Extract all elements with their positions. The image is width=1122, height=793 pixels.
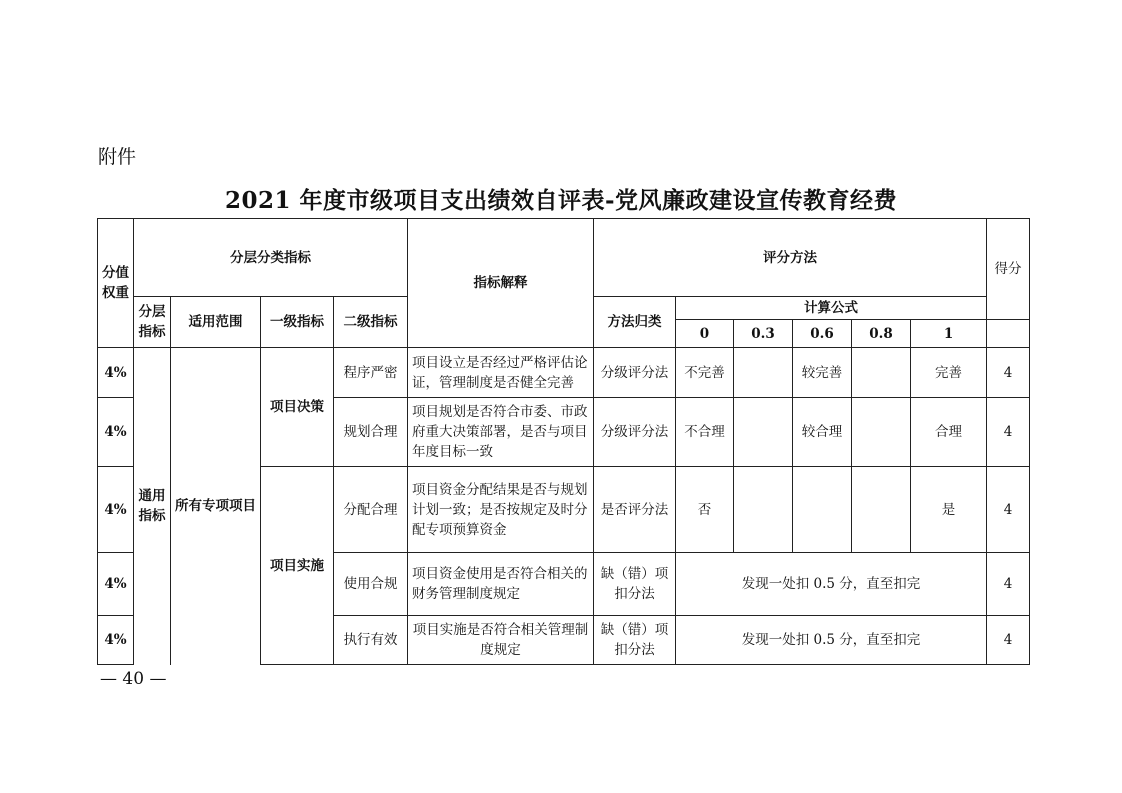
- grade-03-header: 0.3: [734, 320, 793, 348]
- method-type-header: 方法归类: [594, 297, 676, 348]
- grade-08-cell: [852, 398, 911, 467]
- score-cell: 4: [987, 398, 1030, 467]
- grade-0-header: 0: [676, 320, 734, 348]
- level2-cell: 使用合规: [334, 553, 408, 616]
- scope-header: 适用范围: [171, 297, 261, 348]
- scope-cell: 所有专项项目: [171, 348, 261, 665]
- level2-cell: 分配合理: [334, 467, 408, 553]
- weight-cell: 4%: [98, 616, 134, 665]
- weight-header: 分值权重: [98, 219, 134, 348]
- method-cell: 分级评分法: [594, 398, 676, 467]
- formula-cell: 发现一处扣 0.5 分，直至扣完: [676, 616, 987, 665]
- explanation-cell: 项目资金使用是否符合相关的财务管理制度规定: [408, 553, 594, 616]
- score-cell: 4: [987, 467, 1030, 553]
- method-cell: 是否评分法: [594, 467, 676, 553]
- level1-cell-implementation: 项目实施: [261, 467, 334, 665]
- grade-06-cell: [793, 467, 852, 553]
- scoring-method-header: 评分方法: [594, 219, 987, 297]
- grade-08-cell: [852, 348, 911, 398]
- score-cell: 4: [987, 553, 1030, 616]
- grade-03-cell: [734, 467, 793, 553]
- attachment-label: 附件: [98, 146, 137, 168]
- grade-06-cell: 较合理: [793, 398, 852, 467]
- method-cell: 分级评分法: [594, 348, 676, 398]
- grade-0-cell: 不合理: [676, 398, 734, 467]
- level2-cell: 执行有效: [334, 616, 408, 665]
- level2-header: 二级指标: [334, 297, 408, 348]
- page-number: — 40 —: [100, 669, 167, 689]
- explanation-cell: 项目资金分配结果是否与规划计划一致；是否按规定及时分配专项预算资金: [408, 467, 594, 553]
- level1-cell-decision: 项目决策: [261, 348, 334, 467]
- weight-cell: 4%: [98, 553, 134, 616]
- method-cell: 缺（错）项扣分法: [594, 553, 676, 616]
- level2-cell: 规划合理: [334, 398, 408, 467]
- explanation-cell: 项目规划是否符合市委、市政府重大决策部署，是否与项目年度目标一致: [408, 398, 594, 467]
- level2-cell: 程序严密: [334, 348, 408, 398]
- grade-08-cell: [852, 467, 911, 553]
- weight-cell: 4%: [98, 398, 134, 467]
- explanation-header: 指标解释: [408, 219, 594, 348]
- method-cell: 缺（错）项扣分法: [594, 616, 676, 665]
- level1-header: 一级指标: [261, 297, 334, 348]
- formula-cell: 发现一处扣 0.5 分，直至扣完: [676, 553, 987, 616]
- layer-header: 分层指标: [134, 297, 171, 348]
- explanation-cell: 项目设立是否经过严格评估论证，管理制度是否健全完善: [408, 348, 594, 398]
- explanation-cell: 项目实施是否符合相关管理制度规定: [408, 616, 594, 665]
- grade-0-cell: 不完善: [676, 348, 734, 398]
- evaluation-table: [97, 218, 1030, 665]
- grade-03-cell: [734, 348, 793, 398]
- grade-0-cell: 否: [676, 467, 734, 553]
- formula-header: 计算公式: [676, 297, 987, 320]
- weight-cell: 4%: [98, 348, 134, 398]
- score-cell: 4: [987, 348, 1030, 398]
- grade-1-header: 1: [911, 320, 987, 348]
- grade-1-cell: 合理: [911, 398, 987, 467]
- weight-cell: 4%: [98, 467, 134, 553]
- table-row: [98, 348, 1030, 398]
- grade-08-header: 0.8: [852, 320, 911, 348]
- layer-indicator-header: 分层分类指标: [134, 219, 408, 297]
- grade-1-cell: 是: [911, 467, 987, 553]
- header-row-1: [98, 219, 1030, 297]
- page-title: 2021 年度市级项目支出绩效自评表-党风廉政建设宣传教育经费: [224, 187, 898, 214]
- grade-03-cell: [734, 398, 793, 467]
- grade-06-header: 0.6: [793, 320, 852, 348]
- grade-1-cell: 完善: [911, 348, 987, 398]
- score-header: 得分: [987, 219, 1030, 320]
- score-subheader: [987, 320, 1030, 348]
- score-cell: 4: [987, 616, 1030, 665]
- grade-06-cell: 较完善: [793, 348, 852, 398]
- layer-cell: 通用指标: [134, 348, 171, 665]
